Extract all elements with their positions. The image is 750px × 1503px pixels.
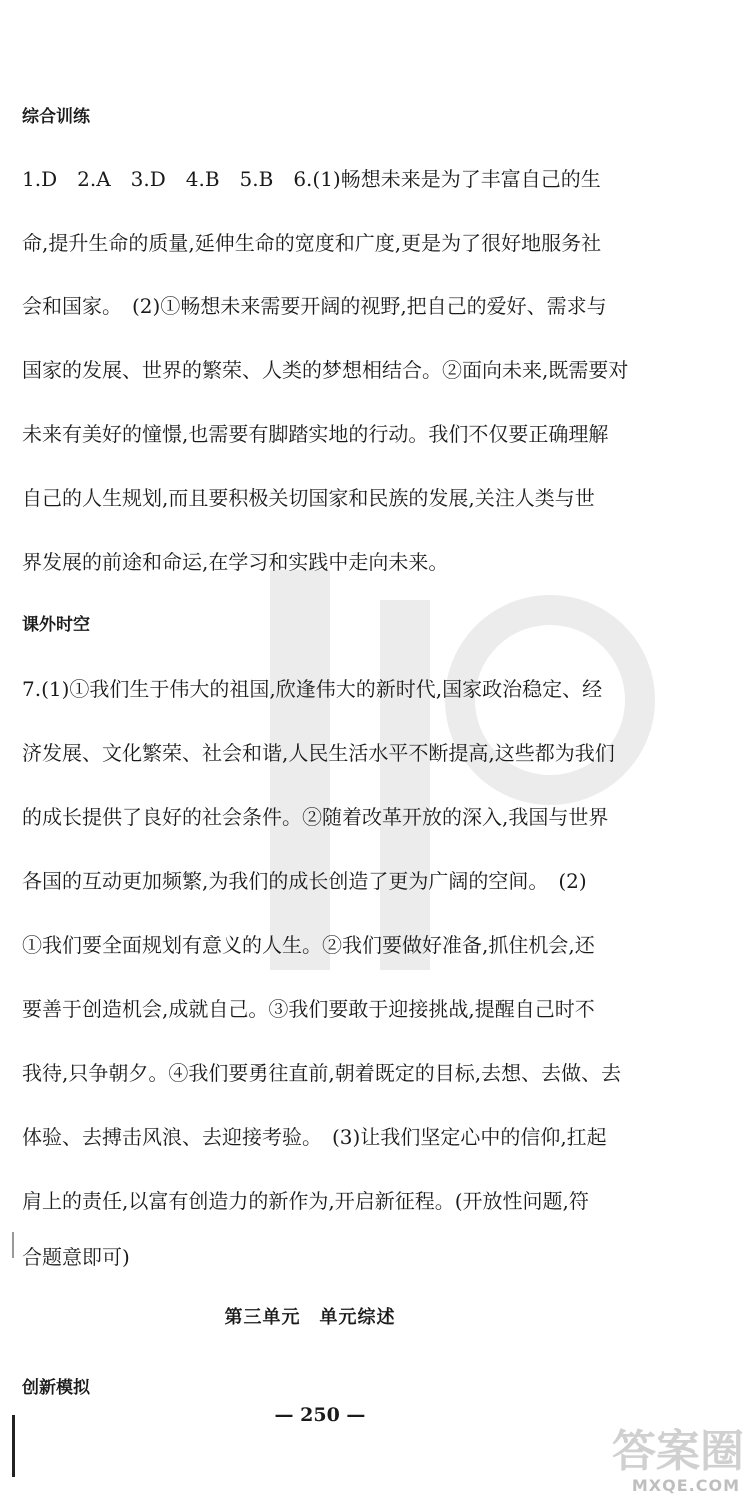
- watermark-url: MXQE.COM: [631, 1476, 740, 1495]
- answer-line: 济发展、文化繁荣、社会和谐,人民生活水平不断提高,这些都为我们: [22, 741, 615, 765]
- section-heading-comprehensive-training: 综合训练: [22, 107, 90, 127]
- margin-mark: [12, 1232, 14, 1258]
- answer-line: 要善于创造机会,成就自己。③我们要敢于迎接挑战,提醒自己时不: [22, 997, 595, 1021]
- background-ghost-graphic: [260, 560, 660, 980]
- answer-line: 未来有美好的憧憬,也需要有脚踏实地的行动。我们不仅要正确理解: [22, 422, 609, 446]
- answer-line: 自己的人生规划,而且要积极关切国家和民族的发展,关注人类与世: [22, 486, 595, 510]
- answer-line: 肩上的责任,以富有创造力的新作为,开启新征程。(开放性问题,符: [22, 1189, 589, 1213]
- watermark-logo: 答案圈: [612, 1426, 744, 1477]
- unit-title: 第三单元 单元综述: [224, 1307, 396, 1328]
- answer-line: 我待,只争朝夕。④我们要勇往直前,朝着既定的目标,去想、去做、去: [22, 1061, 622, 1085]
- answer-line: 国家的发展、世界的繁荣、人类的梦想相结合。②面向未来,既需要对: [22, 358, 629, 382]
- answer-line: 7.(1)①我们生于伟大的祖国,欣逢伟大的新时代,国家政治稳定、经: [22, 677, 603, 701]
- answer-line: 会和国家。 (2)①畅想未来需要开阔的视野,把自己的爱好、需求与: [22, 294, 607, 318]
- watermark: [584, 1415, 744, 1495]
- answer-line: 合题意即可): [22, 1245, 130, 1269]
- margin-bar: [12, 1415, 15, 1477]
- answer-line: 界发展的前途和命运,在学习和实践中走向未来。: [22, 550, 449, 574]
- answer-line: ①我们要全面规划有意义的人生。②我们要做好准备,抓住机会,还: [22, 933, 595, 957]
- answer-line: 体验、去搏击风浪、去迎接考验。 (3)让我们坚定心中的信仰,扛起: [22, 1125, 607, 1149]
- section-heading-extracurricular: 课外时空: [22, 615, 90, 635]
- page-number: — 250 —: [274, 1404, 366, 1426]
- answer-line: 各国的互动更加频繁,为我们的成长创造了更为广阔的空间。 (2): [22, 869, 587, 893]
- answer-line: 1.D 2.A 3.D 4.B 5.B 6.(1)畅想未来是为了丰富自己的生: [22, 167, 601, 191]
- section-heading-innovation-simulation: 创新模拟: [22, 1378, 90, 1398]
- answer-line: 命,提升生命的质量,延伸生命的宽度和广度,更是为了很好地服务社: [22, 231, 602, 255]
- answer-line: 的成长提供了良好的社会条件。②随着改革开放的深入,我国与世界: [22, 805, 609, 829]
